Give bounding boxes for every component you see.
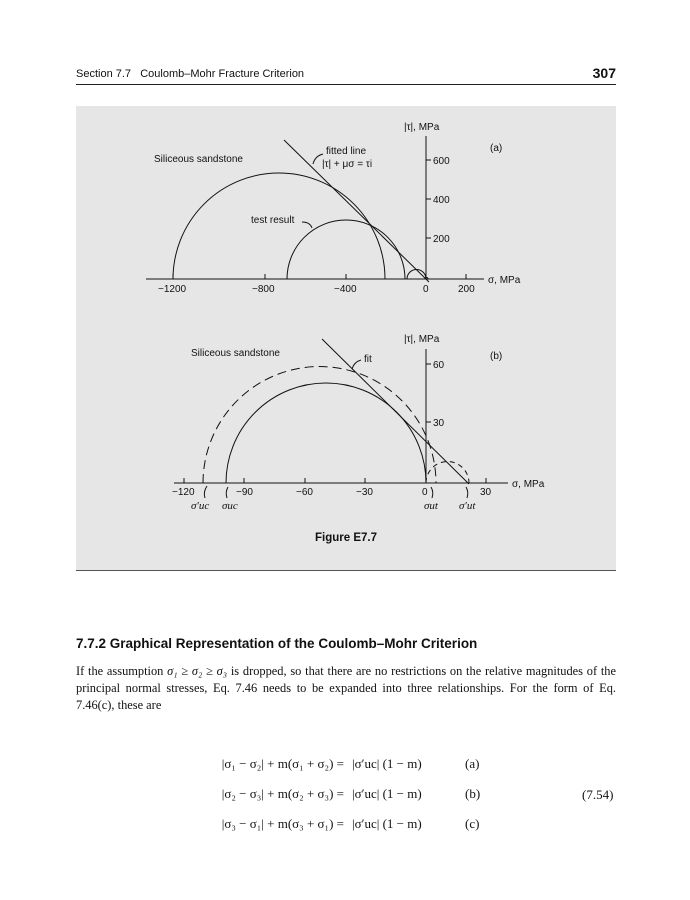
panel-a-fitted-line-label: fitted line <box>326 146 367 157</box>
equation-c-tag: (c) <box>465 816 480 831</box>
figure-caption: Figure E7.7 <box>315 532 377 544</box>
panel-b-leader-utp <box>466 487 468 498</box>
equation-b-lhs: |σ₂ − σ₃| + m(σ₂ + σ₃) = <box>221 786 344 801</box>
equation-number: (7.54) <box>582 787 614 802</box>
panel-a-labels <box>154 122 521 295</box>
panel-a-material: Siliceous sandstone <box>154 154 243 165</box>
equation-a-lhs: |σ₁ − σ₂| + m(σ₁ + σ₂) = <box>221 756 344 771</box>
panel-b-fit-label: fit <box>364 354 372 365</box>
equation-block-7-54 <box>0 756 690 836</box>
panel-b-ytick-label-60: 60 <box>433 360 445 371</box>
panel-b-mohr-circle-dashed <box>203 367 436 483</box>
panel-a-mohr-circle-large <box>173 173 385 279</box>
running-head-section: Section 7.7 Coulomb–Mohr Fracture Criterion <box>76 68 305 80</box>
header-rule <box>76 84 616 85</box>
panel-b-mohr-circle-dashed-tension <box>426 462 469 484</box>
panel-a-ytick-label-600: 600 <box>433 156 450 167</box>
equation-c-rhs: |σ′uc| (1 − m) <box>352 816 422 831</box>
panel-b-ytick-label-30: 30 <box>433 418 445 429</box>
label-sigma-uc: σuc <box>222 500 238 512</box>
panel-b-label: (b) <box>490 351 503 362</box>
panel-a-ytick-label-400: 400 <box>433 195 450 206</box>
panel-b-leader-fit <box>352 360 361 369</box>
panel-a-xtick-label-800: −800 <box>252 284 275 295</box>
equation-b-tag: (b) <box>465 786 481 801</box>
equation-b-rhs: |σ′uc| (1 − m) <box>352 786 422 801</box>
panel-b-xtick-label-60: −60 <box>296 487 313 498</box>
label-sigma-ut-prime: σ′ut <box>459 500 476 512</box>
panel-b-xtick-label-120: −120 <box>172 487 195 498</box>
panel-a-y-axis-label: |τ|, MPa <box>404 122 440 133</box>
panel-b-xtick-label-30: −30 <box>356 487 373 498</box>
page-number: 307 <box>592 65 616 81</box>
figure-svg <box>76 106 616 570</box>
panel-a-equation-label: |τ| + μσ = τi <box>322 159 373 170</box>
panel-a-test-result-label: test result <box>251 215 295 226</box>
equation-a-tag: (a) <box>465 756 480 771</box>
panel-b-xtick-label-0: 0 <box>422 487 428 498</box>
panel-b-mohr-circle-solid <box>226 383 426 483</box>
section-heading: 7.7.2 Graphical Representation of the Coulomb–Mohr Criterion <box>76 636 478 651</box>
principal-stress-condition: σ₁ ≥ σ₂ ≥ σ₃ <box>167 664 228 678</box>
running-head <box>76 66 616 84</box>
panel-b-y-axis-label: |τ|, MPa <box>404 334 440 345</box>
panel-b-leader-ucp <box>204 486 207 498</box>
panel-b-material: Siliceous sandstone <box>191 348 280 359</box>
figure-e7-7 <box>76 106 616 571</box>
panel-a-leader-test <box>302 222 312 228</box>
equation-a-rhs: |σ′uc| (1 − m) <box>352 756 422 771</box>
panel-a-xtick-label-1200: −1200 <box>158 284 187 295</box>
label-sigma-uc-prime: σ′uc <box>191 500 210 512</box>
panel-b <box>174 339 508 498</box>
equation-c-lhs: |σ₃ − σ₁| + m(σ₃ + σ₁) = <box>221 816 344 831</box>
panel-a-xtick-label-400: −400 <box>334 284 357 295</box>
label-sigma-ut: σut <box>424 500 438 512</box>
panel-b-fit-line <box>322 339 469 484</box>
paragraph-text-2: is dropped, so that there are no restrictions on the relative magnitudes of the principal normal stresses, Eq. 7.46 needs to be expanded into three relationships. For the form of Eq. 7.46(c), these are <box>76 664 617 712</box>
paragraph-text-1: If the assumption <box>76 664 168 678</box>
body-paragraph <box>76 663 616 714</box>
panel-b-x-axis-label: σ, MPa <box>512 479 545 490</box>
panel-a-mohr-circle-test <box>287 220 405 279</box>
equation-row-a <box>0 756 690 778</box>
panel-a-ytick-label-200: 200 <box>433 234 450 245</box>
panel-b-leader-ut <box>431 487 433 498</box>
panel-a-xtick-label-200: 200 <box>458 284 475 295</box>
panel-b-leader-uc <box>226 487 228 498</box>
panel-a-mohr-circle-small <box>407 270 426 280</box>
panel-b-xtick-label-30pos: 30 <box>480 487 492 498</box>
equation-row-c <box>0 816 690 838</box>
panel-a-x-axis-label: σ, MPa <box>488 275 521 286</box>
panel-b-xtick-label-90: −90 <box>236 487 253 498</box>
panel-a-label: (a) <box>490 143 503 154</box>
panel-a-xtick-label-0: 0 <box>423 284 429 295</box>
